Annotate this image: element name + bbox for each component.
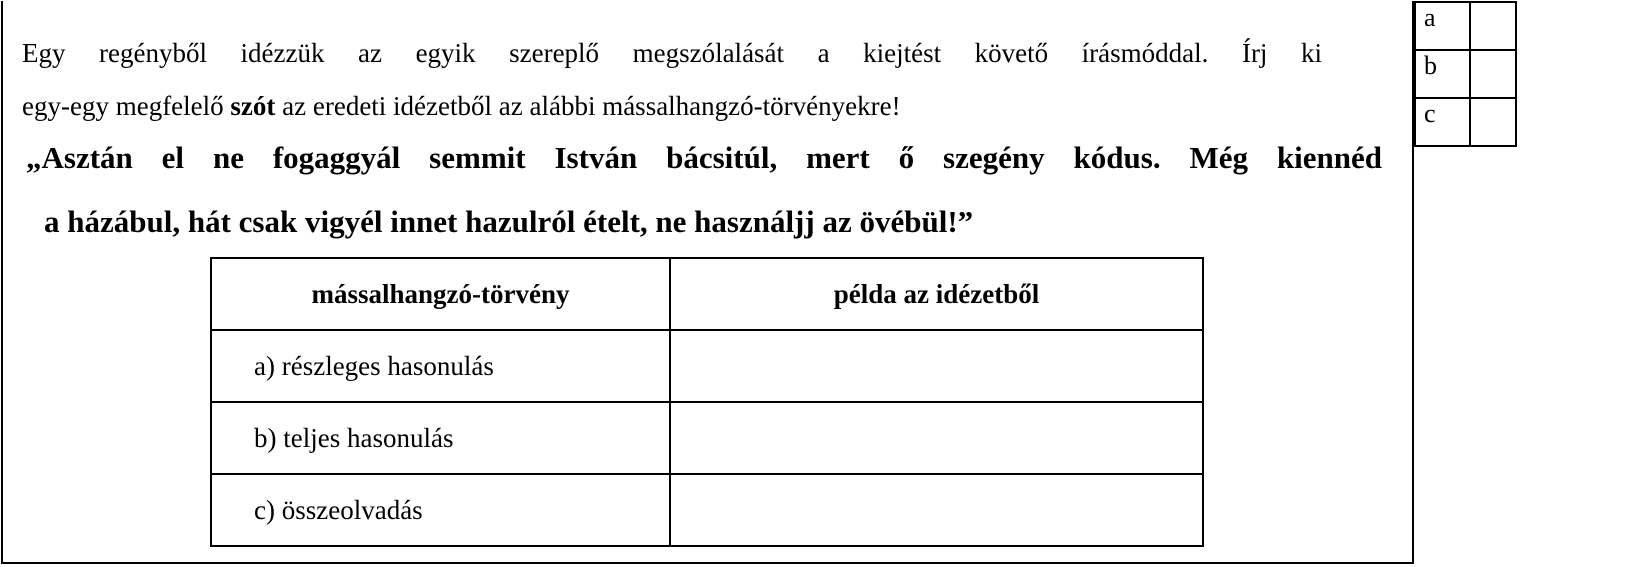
instruction-text-after: az eredeti idézetből az alábbi mássalhangzó-törvényekre! [275,91,901,121]
score-row [1415,2,1516,50]
score-value-b[interactable] [1470,50,1516,98]
header-example: példa az idézetből [670,258,1203,330]
answer-table [210,257,1204,547]
score-box [1414,1,1517,147]
table-row [211,474,1203,546]
task-instruction-line1: Egy regényből idézzük az egyik szereplő megszólalását a kiejtést követő írásmóddal. Írj ki [22,38,1322,68]
score-key-b: b [1415,50,1470,98]
quote-line2: a házábul, hát csak vigyél innet hazulról ételt, ne használjj az övébül!” [44,204,974,239]
table-row [211,330,1203,402]
instruction-text-before: egy-egy megfelelő [22,91,231,121]
score-row [1415,50,1516,98]
score-key-c: c [1415,98,1470,146]
task-instruction-line2 [22,84,901,128]
answer-cell-b[interactable] [670,402,1203,474]
instruction-bold-word: szót [230,91,276,121]
header-law: mássalhangzó-törvény [211,258,670,330]
row-label-b: b) teljes hasonulás [211,402,670,474]
score-key-a: a [1415,2,1470,50]
quote-line1: „Asztán el ne fogaggyál semmit István bácsitúl, mert ő szegény kódus. Még kiennéd [26,140,1382,175]
answer-cell-c[interactable] [670,474,1203,546]
score-row [1415,98,1516,146]
table-row [211,402,1203,474]
table-header-row [211,258,1203,330]
answer-cell-a[interactable] [670,330,1203,402]
score-value-a[interactable] [1470,2,1516,50]
row-label-c: c) összeolvadás [211,474,670,546]
score-value-c[interactable] [1470,98,1516,146]
row-label-a: a) részleges hasonulás [211,330,670,402]
